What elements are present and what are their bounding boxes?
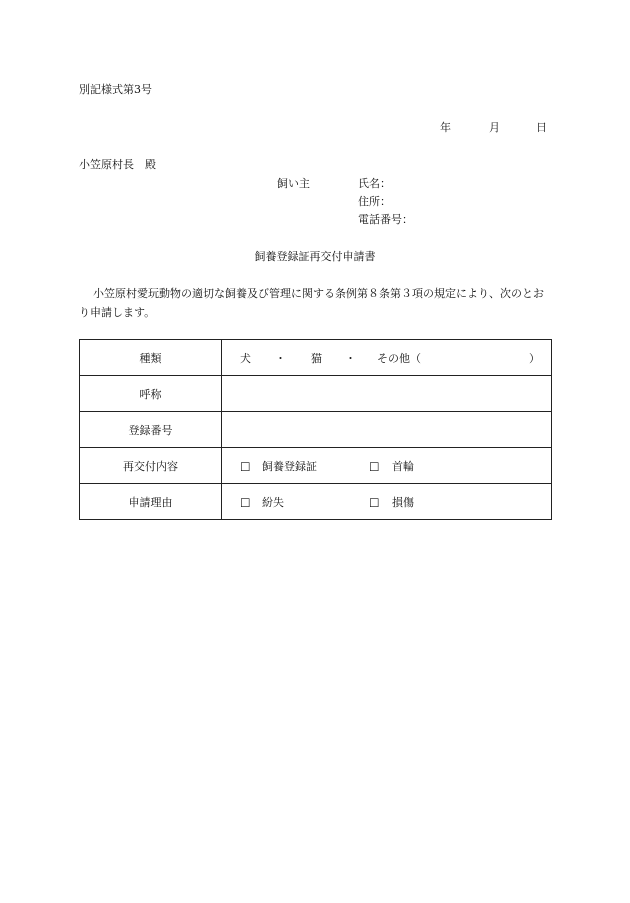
reason-damaged-checkbox[interactable]: □ [369, 495, 380, 508]
document-title: 飼養登録証再交付申請書 [254, 250, 376, 263]
species-dog: 犬 [240, 351, 251, 365]
form-number: 別記様式第3号 [79, 83, 152, 96]
addressee: 小笠原村長 殿 [79, 158, 156, 171]
reissue-certificate-checkbox[interactable]: □ [240, 459, 251, 472]
reason-label: 申請理由 [80, 484, 222, 520]
species-separator-1: ・ [275, 351, 286, 365]
reissue-collar-option: 首輪 [392, 459, 414, 473]
reissue-certificate-option: 飼養登録証 [262, 459, 317, 473]
date-year-label: 年 [440, 121, 451, 134]
owner-phone-label: 電話番号： [358, 213, 413, 226]
table-row-species [80, 340, 552, 376]
registration-number-label: 登録番号 [80, 412, 222, 448]
table-row-registration-number [80, 412, 552, 448]
reissue-collar-checkbox[interactable]: □ [369, 459, 380, 472]
species-value[interactable] [222, 340, 552, 376]
date-line [440, 119, 550, 133]
table-row-reissue [80, 448, 552, 484]
reason-damaged-option: 損傷 [392, 495, 414, 509]
species-separator-2: ・ [345, 351, 356, 365]
application-table [79, 339, 552, 520]
reason-lost-checkbox[interactable]: □ [240, 495, 251, 508]
reissue-label: 再交付内容 [80, 448, 222, 484]
species-other-close: ） [529, 351, 540, 365]
date-month-label: 月 [489, 121, 500, 134]
reason-value [222, 484, 552, 520]
body-text: 小笠原村愛玩動物の適切な飼養及び管理に関する条例第８条第３項の規定により、次のとおり申請します。 [79, 287, 544, 319]
reissue-value [222, 448, 552, 484]
owner-label: 飼い主 [277, 177, 310, 190]
table-row-reason [80, 484, 552, 520]
species-cat: 猫 [311, 351, 322, 365]
registration-number-value[interactable] [222, 412, 552, 448]
owner-address-label: 住所： [358, 195, 391, 208]
owner-name-label: 氏名： [358, 177, 391, 190]
pet-name-value[interactable] [222, 376, 552, 412]
date-day-label: 日 [536, 121, 547, 134]
pet-name-label: 呼称 [80, 376, 222, 412]
reason-lost-option: 紛失 [262, 495, 284, 509]
table-row-name [80, 376, 552, 412]
species-label: 種類 [80, 340, 222, 376]
species-other: その他（ [377, 351, 421, 365]
